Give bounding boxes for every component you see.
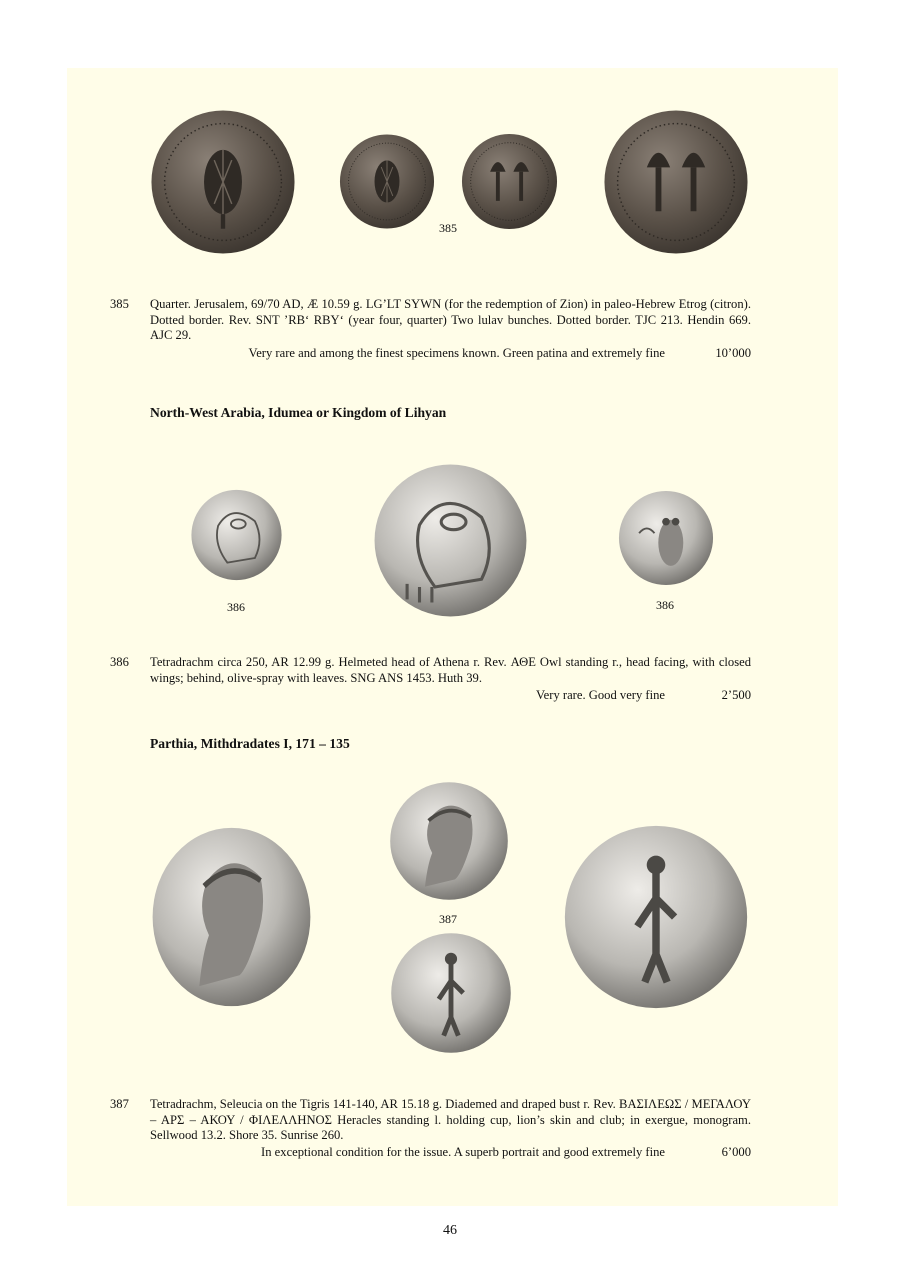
lot-description: Quarter. Jerusalem, 69/70 AD, Æ 10.59 g. LG’LT SYWN (for the redemption of Zion) in paleo-Hebrew Etrog (citron). Dotted border. Rev. SNT ’RB‘ RBY‘ (year four, quarter) Two lulav bunches. Dotted border. TJC 213. Hendin 669. AJC 29. [150, 297, 751, 342]
plate-label-385: 385 [439, 221, 457, 235]
lot-number: 387 [110, 1097, 129, 1111]
mithradates-bust-large-coin-image [151, 826, 312, 1008]
heracles-reverse-large-coin-image [563, 824, 749, 1010]
lot-number: 385 [110, 297, 129, 311]
lot-387-grade: In exceptional condition for the issue. A superb portrait and good extremely fine [261, 1145, 665, 1159]
etrog-obverse-large-coin-image [150, 107, 296, 257]
plate-label-387: 387 [439, 912, 457, 926]
lulav-reverse-small-coin-image [461, 132, 558, 231]
etrog-obverse-small-coin-image [339, 132, 435, 231]
lot-385-estimate: 10’000 [715, 346, 751, 360]
lot-description: Tetradrachm circa 250, AR 12.99 g. Helmeted head of Athena r. Rev. ΑΘΕ Owl standing r., head facing, with closed wings; behind, olive-spray with leaves. SNG ANS 1453. Huth 39. [150, 655, 751, 685]
lot-385-grade: Very rare and among the finest specimens known. Green patina and extremely fine [248, 346, 665, 360]
mithradates-bust-small-coin-image [386, 781, 512, 901]
lot-386-grade: Very rare. Good very fine [535, 688, 665, 702]
plate-label-386-left: 386 [227, 600, 245, 614]
heracles-reverse-small-coin-image [388, 932, 514, 1054]
lot-387-entry [110, 1097, 751, 1144]
lot-386-entry [110, 655, 751, 686]
lot-description: Tetradrachm, Seleucia on the Tigris 141-140, AR 15.18 g. Diademed and draped bust r. Rev. ΒΑΣΙΛΕΩΣ / ΜΕΓΑΛΟΥ – ΑΡΣ – ΑΚΟΥ / ΦΙΛΕΛΛΗΝΟΣ Heracles standing l. holding cup, lion’s skin and club; in exergue, monogram. Sellwood 13.2. Shore 35. Sunrise 260. [150, 1097, 751, 1142]
lot-387-estimate: 6’000 [721, 1145, 751, 1159]
page-number: 46 [443, 1223, 457, 1238]
section-heading-parthia: Parthia, Mithdradates I, 171 – 135 [150, 736, 350, 751]
section-heading-lihyan: North-West Arabia, Idumea or Kingdom of Lihyan [150, 405, 447, 420]
owl-reverse-coin-image [612, 490, 720, 586]
athena-head-small-coin-image [186, 489, 287, 581]
lot-386-estimate: 2’500 [721, 688, 751, 702]
plate-label-386-right: 386 [656, 598, 674, 612]
lot-number: 386 [110, 655, 129, 669]
lot-385-entry [110, 297, 751, 344]
athena-head-large-coin-image [373, 463, 528, 618]
lulav-reverse-large-coin-image [603, 109, 749, 255]
